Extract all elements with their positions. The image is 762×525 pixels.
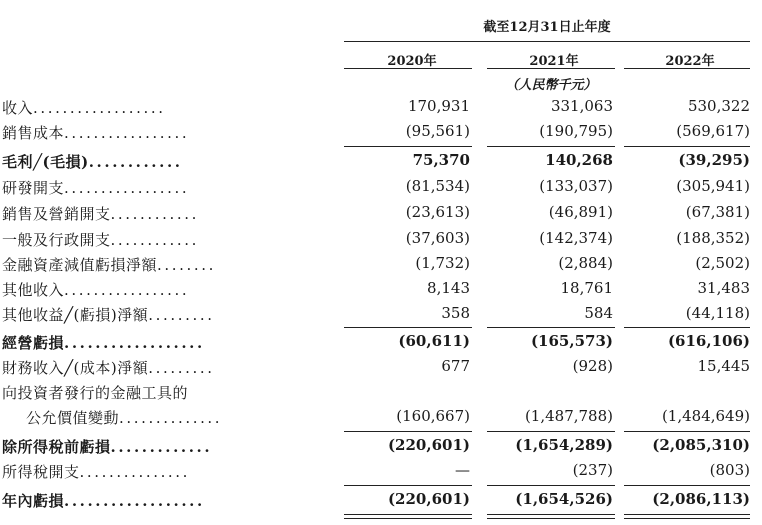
year-2020-header: 2020年: [387, 54, 437, 69]
value-2020: (160,667): [396, 407, 470, 425]
row-label: 收入: [2, 99, 34, 117]
value-2021: (1,487,788): [524, 407, 613, 425]
value-2021: 18,761: [560, 279, 613, 297]
subtotal-rule-2c: [624, 327, 750, 328]
value-2021: (46,891): [548, 203, 613, 221]
row-revenue: 收入.................. 170,931 331,063 530,322: [2, 97, 750, 117]
value-2022: 31,483: [697, 279, 750, 297]
row-impairment-losses: 金融資產減值虧損淨額........ (1,732) (2,884) (2,502): [2, 254, 750, 274]
total-rule-c2: [624, 518, 750, 519]
subtotal-rule-2a: [344, 327, 472, 328]
value-2022: (44,118): [685, 304, 750, 322]
value-2020: (60,611): [398, 332, 470, 350]
row-other-gains: 其他收益╱(虧損)淨額......... 358 584 (44,118): [2, 304, 750, 324]
value-2020: (220,601): [387, 490, 470, 508]
value-2020: 75,370: [412, 151, 470, 169]
subtotal-rule-1c: [624, 146, 750, 147]
value-2021: (165,573): [530, 332, 613, 350]
row-gross-profit: 毛利╱(毛損)............ 75,370 140,268 (39,295): [2, 151, 750, 171]
row-operating-loss: 經營虧損.................. (60,611) (165,573) (616,106): [2, 332, 750, 352]
subtotal-rule-4b: [487, 485, 615, 486]
value-2020: (220,601): [387, 436, 470, 454]
row-income-tax: 所得稅開支............... — (237) (803): [2, 461, 750, 481]
row-fair-value-heading: [0, 382, 762, 406]
subtotal-rule-2b: [487, 327, 615, 328]
row-cost-of-sales: 銷售成本................. (95,561) (190,795) (569,617): [2, 122, 750, 142]
row-label: 財務收入╱(成本)淨額: [2, 359, 149, 377]
row-label: 銷售及營銷開支: [2, 205, 111, 223]
row-admin-expenses: 一般及行政開支............ (37,603) (142,374) (188,352): [2, 229, 750, 249]
total-rule-c1: [624, 514, 750, 515]
value-2021: (1,654,526): [515, 490, 613, 508]
value-2022: (803): [709, 461, 750, 479]
value-2022: 15,445: [697, 357, 750, 375]
value-2021: (133,037): [539, 177, 613, 195]
value-2022: (2,085,310): [652, 436, 750, 454]
value-2022: (616,106): [667, 332, 750, 350]
subtotal-rule-4a: [344, 485, 472, 486]
value-2021: (1,654,289): [515, 436, 613, 454]
value-2021: (928): [572, 357, 613, 375]
row-loss-before-tax: 除所得稅前虧損............. (220,601) (1,654,289) (2,085,310): [2, 436, 750, 456]
value-2021: (142,374): [539, 229, 613, 247]
year-rule-2020: [344, 68, 472, 69]
total-rule-a2: [344, 518, 472, 519]
value-2022: (67,381): [685, 203, 750, 221]
value-2021: (237): [572, 461, 613, 479]
value-2022: (2,502): [695, 254, 750, 272]
row-label: 年內虧損: [2, 492, 65, 510]
year-rule-2021: [487, 68, 615, 69]
value-2022: (188,352): [676, 229, 750, 247]
row-label: 毛利╱(毛損): [2, 153, 89, 171]
value-2021: (190,795): [539, 122, 613, 140]
value-2022: (39,295): [678, 151, 750, 169]
row-label: 一般及行政開支: [2, 231, 111, 249]
value-2020: (37,603): [405, 229, 470, 247]
header-rule-top: [344, 41, 750, 42]
period-title: 截至12月31日止年度: [483, 20, 611, 35]
year-2022-header: 2022年: [665, 54, 715, 69]
row-label: 除所得稅前虧損: [2, 438, 111, 456]
value-2021: 140,268: [545, 151, 613, 169]
value-2020: (23,613): [405, 203, 470, 221]
year-rule-2022: [624, 68, 750, 69]
row-label: 銷售成本: [2, 124, 65, 142]
value-2021: (2,884): [558, 254, 613, 272]
subtotal-rule-1b: [487, 146, 615, 147]
row-loss-for-year: 年內虧損.................. (220,601) (1,654,526) (2,086,113): [2, 490, 750, 510]
value-2020: (95,561): [405, 122, 470, 140]
subtotal-rule-4c: [624, 485, 750, 486]
value-2021: 584: [584, 304, 613, 322]
row-label: 所得稅開支: [2, 463, 80, 481]
subtotal-rule-3c: [624, 431, 750, 432]
value-2022: 530,322: [687, 97, 750, 115]
subtotal-rule-3b: [487, 431, 615, 432]
row-selling-expenses: 銷售及營銷開支............ (23,613) (46,891) (67,381): [2, 203, 750, 223]
value-2020: (81,534): [405, 177, 470, 195]
year-2021-header: 2021年: [529, 54, 579, 69]
value-2022: (2,086,113): [652, 490, 750, 508]
row-label: 公允價值變動: [26, 409, 120, 427]
row-other-income: 其他收入................. 8,143 18,761 31,483: [2, 279, 750, 299]
row-label: 經營虧損: [2, 334, 65, 352]
value-2020: 677: [441, 357, 470, 375]
row-label: 研發開支: [2, 179, 65, 197]
subtotal-rule-3a: [344, 431, 472, 432]
row-label: 金融資產減值虧損淨額: [2, 256, 158, 274]
row-label: 向投資者發行的金融工具的: [2, 384, 189, 402]
subtotal-rule-1a: [344, 146, 472, 147]
total-rule-b1: [487, 514, 615, 515]
value-2022: (1,484,649): [661, 407, 750, 425]
unit-label: （人民幣千元）: [505, 78, 597, 93]
value-2020: 358: [441, 304, 470, 322]
value-2021: 331,063: [550, 97, 613, 115]
value-2020: 8,143: [427, 279, 470, 297]
row-fair-value-change: 公允價值變動.............. (160,667) (1,487,788) (1,484,649): [26, 407, 750, 427]
row-finance-income: 財務收入╱(成本)淨額......... 677 (928) 15,445: [2, 357, 750, 377]
total-rule-a1: [344, 514, 472, 515]
total-rule-b2: [487, 518, 615, 519]
value-2020: —: [455, 461, 470, 479]
value-2022: (569,617): [676, 122, 750, 140]
value-2020: 170,931: [407, 97, 470, 115]
row-label: 其他收益╱(虧損)淨額: [2, 306, 149, 324]
value-2022: (305,941): [676, 177, 750, 195]
row-rd-expenses: 研發開支................. (81,534) (133,037) (305,941): [2, 177, 750, 197]
value-2020: (1,732): [415, 254, 470, 272]
row-label: 其他收入: [2, 281, 65, 299]
